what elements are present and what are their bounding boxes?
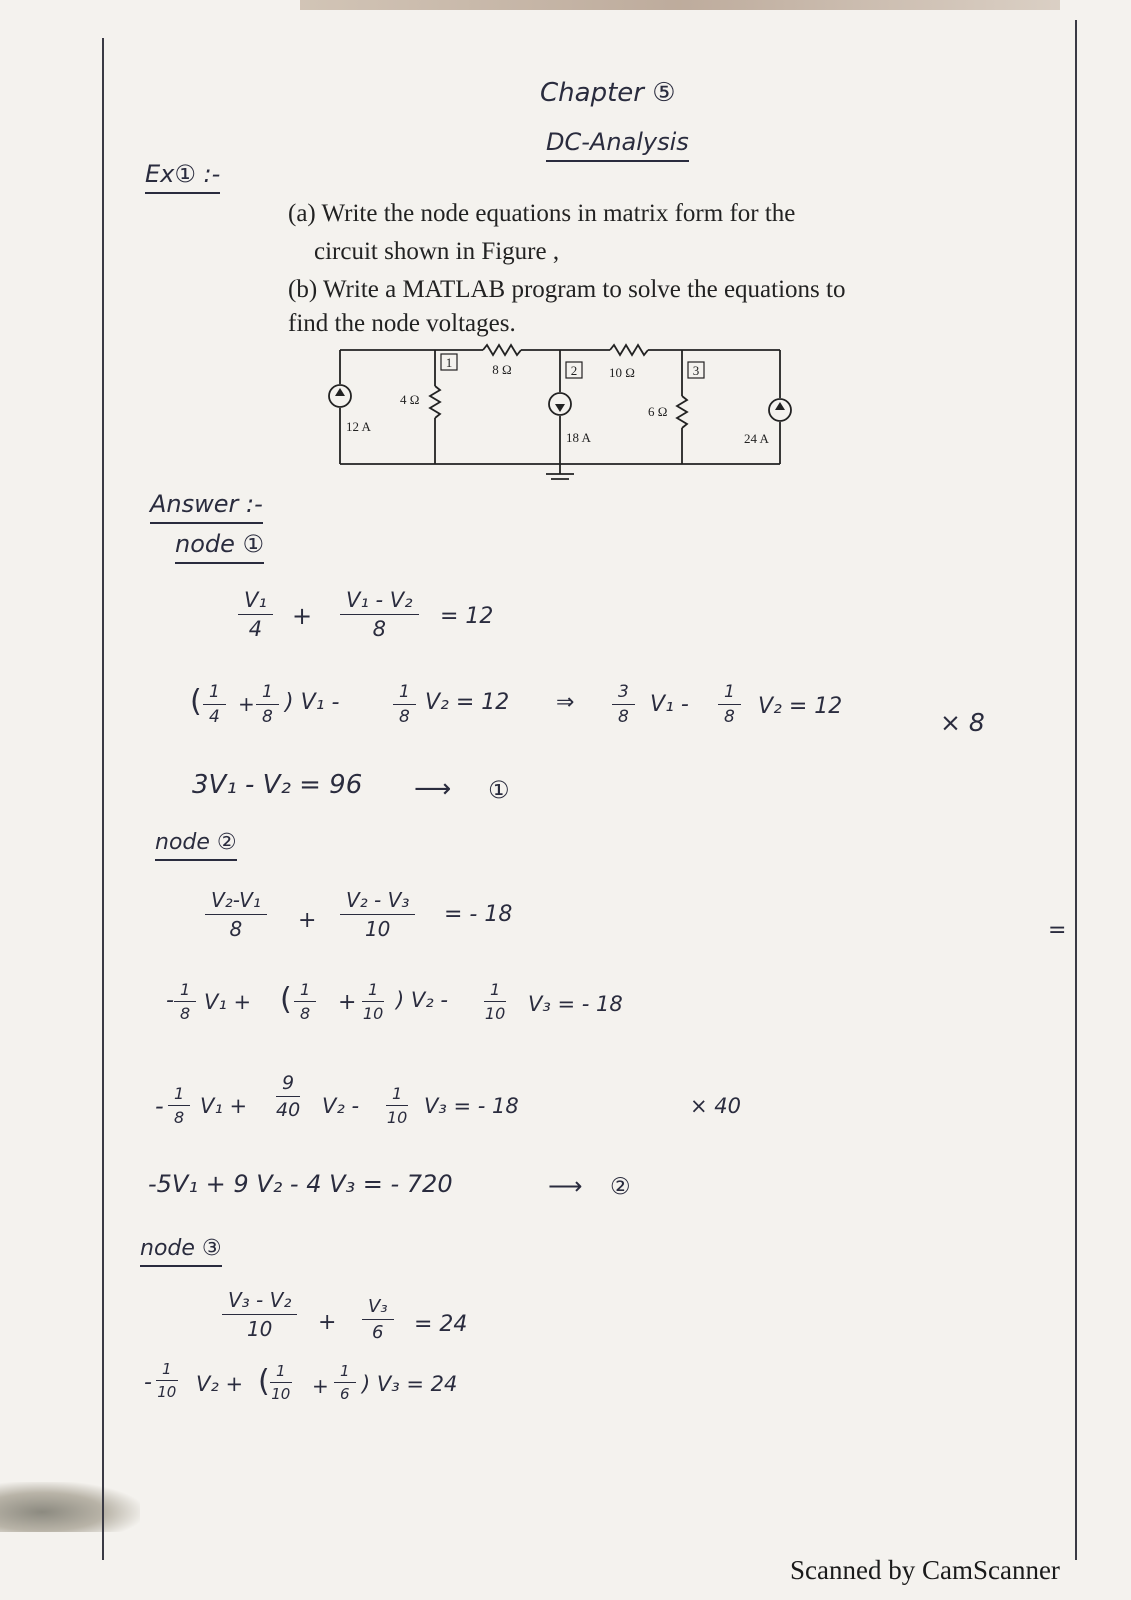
n2-eq2-frac-d: $\frac{1}{10}$ (484, 980, 506, 1023)
n1-eq2-arrow: ⇒ (556, 690, 575, 715)
n1-eq2-frac-b: $\frac{1}{8}$ (256, 682, 279, 727)
scanner-watermark: Scanned by CamScanner (790, 1555, 1060, 1585)
n1-eq2-open: ( (190, 684, 202, 719)
example-label: Ex① :- (145, 160, 220, 194)
n2-eq3-rhs: V₃ = - 18 (424, 1094, 519, 1118)
resistor-10-label: 10 Ω (609, 365, 635, 380)
problem-line-3: (b) Write a MATLAB program to solve the equations to (288, 276, 846, 303)
page-edge-stain (300, 0, 1060, 10)
n2-eq3-frac-c: $\frac{1}{10}$ (386, 1084, 408, 1127)
n2-eq4-ref: ② (610, 1174, 631, 1200)
n2-eq2-v1: V₁ + (204, 990, 252, 1014)
right-margin-mark: = (1048, 918, 1067, 943)
n1-eq1-frac2: $\frac{\text{V₁ - V₂}}{8}$ (340, 588, 419, 641)
chapter-title: Chapter ⑤ (540, 78, 676, 108)
n1-eq2-close: ) V₁ - (285, 690, 340, 715)
n2-eq2-rhs: V₃ = - 18 (528, 992, 623, 1016)
n2-eq3-minus: - (155, 1092, 164, 1120)
subject-title: DC-Analysis (546, 128, 689, 162)
problem-line-4: find the node voltages. (288, 310, 516, 337)
n2-eq2-plus: + (338, 990, 357, 1015)
n3-eq2-rhs: ) V₃ = 24 (362, 1372, 458, 1396)
n3-eq1-plus: + (318, 1310, 337, 1335)
left-margin-line (102, 38, 104, 1560)
n3-eq2-minus: - (144, 1370, 152, 1395)
node-1-label: 1 (445, 355, 453, 370)
n3-eq1-rhs: = 24 (414, 1312, 468, 1337)
n1-eq3: 3V₁ - V₂ = 96 (192, 770, 363, 800)
n3-eq2-frac-b: $\frac{1}{10}$ (271, 1362, 291, 1403)
n1-eq1-frac1: $\frac{\text{V₁}}{4}$ (238, 588, 273, 641)
node-2-label: 2 (570, 363, 578, 378)
n1-eq2-frac-a: $\frac{1}{4}$ (203, 682, 226, 727)
n3-eq2-v2: V₂ + (196, 1372, 244, 1396)
n2-eq1-frac2: $\frac{\text{V₂ - V₃}}{10}$ (340, 888, 415, 941)
n2-eq2-frac-a: $\frac{1}{8}$ (174, 980, 196, 1023)
n1-eq3-ref: ① (488, 776, 510, 804)
n3-eq2-open: ( (258, 1364, 270, 1399)
n2-eq3-v1: V₁ + (200, 1094, 248, 1118)
right-margin-line (1075, 20, 1077, 1560)
answer-label: Answer :- (150, 490, 263, 524)
n1-eq2-frac-d: $\frac{3}{8}$ (612, 682, 635, 727)
n1-eq1-plus: + (292, 602, 313, 630)
n1-eq2-mult: × 8 (940, 708, 985, 737)
source-18-label: 18 A (566, 430, 591, 445)
n3-eq1-frac2: $\frac{\text{V₃}}{6}$ (362, 1296, 394, 1343)
n1-eq2-v1b: V₁ - (650, 692, 689, 717)
n2-eq3-frac-a: $\frac{1}{8}$ (168, 1084, 190, 1127)
n2-eq3-frac-b: $\frac{9}{40}$ (276, 1072, 301, 1121)
n3-eq2-frac-c: $\frac{1}{6}$ (334, 1362, 356, 1403)
problem-line-2: circuit shown in Figure , (314, 238, 560, 265)
problem-line-1: (a) Write the node equations in matrix form for the (288, 200, 796, 227)
n2-eq3-v2: V₂ - (322, 1094, 360, 1118)
node-1-heading: node ① (175, 530, 264, 564)
n1-eq2-plus: + (238, 692, 255, 716)
resistor-6-label: 6 Ω (648, 404, 668, 419)
n1-eq3-arrow: ⟶ (414, 774, 452, 804)
node-3-label: 3 (692, 363, 700, 378)
circuit-diagram (320, 340, 800, 485)
page-corner-stain (0, 1482, 140, 1532)
n2-eq1-plus: + (298, 908, 317, 933)
n1-eq2-v2: V₂ = 12 (425, 690, 510, 715)
n2-eq2-minus: - (166, 988, 174, 1013)
n2-eq2-open: ( (280, 982, 292, 1017)
n2-eq4: -5V₁ + 9 V₂ - 4 V₃ = - 720 (148, 1170, 453, 1198)
n1-eq1-rhs: = 12 (440, 604, 494, 629)
source-24-label: 24 A (744, 431, 769, 446)
resistor-4-label: 4 Ω (400, 392, 420, 407)
n2-eq2-frac-b: $\frac{1}{8}$ (294, 980, 316, 1023)
n2-eq3-mult: × 40 (690, 1094, 741, 1118)
n2-eq2-close: ) V₂ - (396, 988, 448, 1012)
n2-eq2-frac-c: $\frac{1}{10}$ (362, 980, 384, 1023)
resistor-8-label: 8 Ω (492, 362, 512, 377)
n1-eq2-frac-e: $\frac{1}{8}$ (718, 682, 741, 727)
n1-eq2-frac-c: $\frac{1}{8}$ (393, 682, 416, 727)
n3-eq1-frac1: $\frac{\text{V₃ - V₂}}{10}$ (222, 1288, 297, 1341)
n2-eq1-frac1: $\frac{\text{V₂-V₁}}{8}$ (205, 888, 267, 941)
node-2-heading: node ② (155, 830, 237, 861)
node-3-heading: node ③ (140, 1236, 222, 1267)
source-12-label: 12 A (346, 419, 371, 434)
n2-eq1-rhs: = - 18 (444, 902, 513, 927)
n2-eq4-arrow: ⟶ (548, 1172, 583, 1200)
n1-eq2-v2b: V₂ = 12 (758, 694, 843, 719)
n3-eq2-frac-a: $\frac{1}{10}$ (157, 1360, 177, 1401)
n3-eq2-plus: + (312, 1374, 329, 1398)
